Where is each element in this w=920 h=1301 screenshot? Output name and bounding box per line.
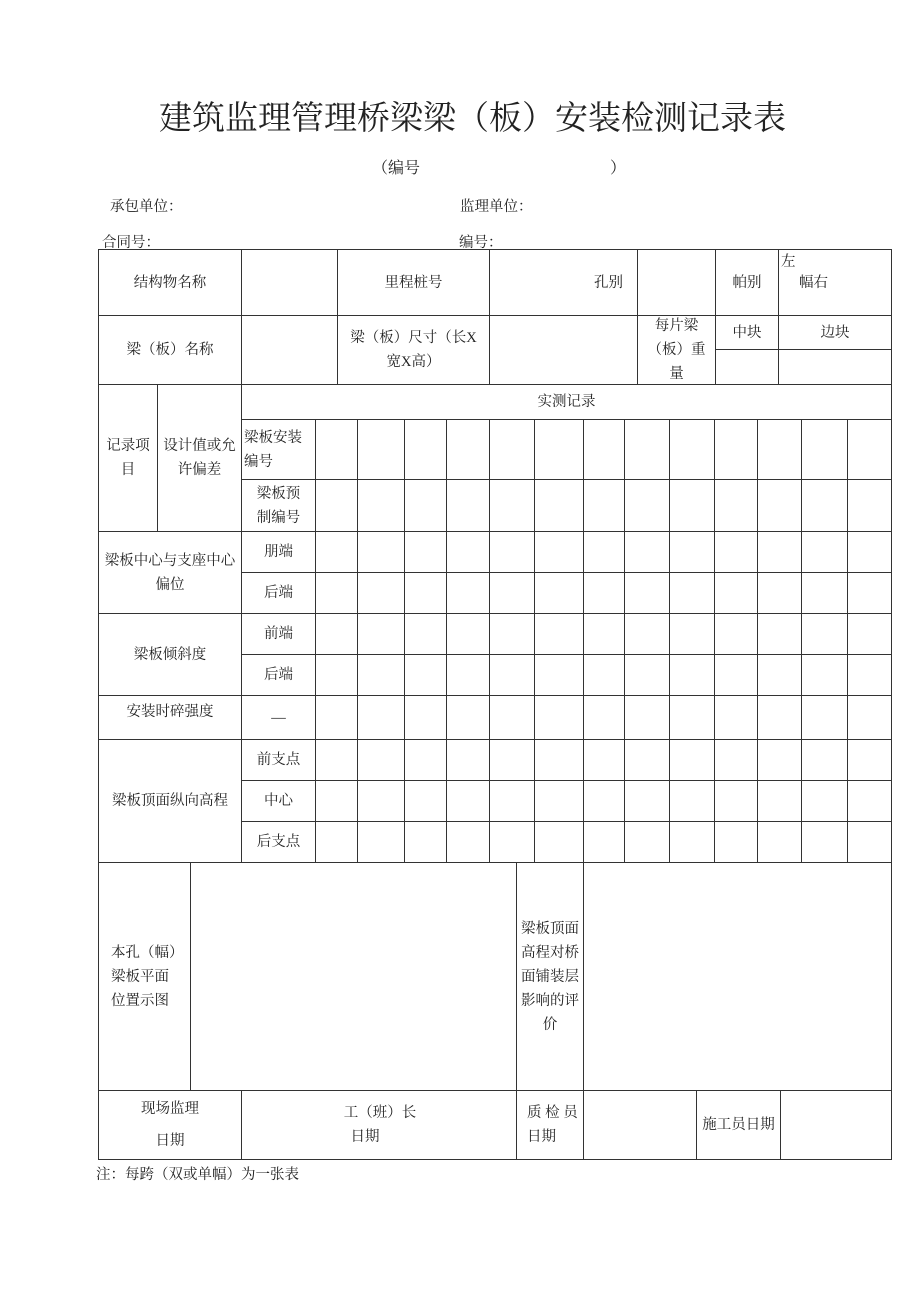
data-cell[interactable]	[669, 613, 715, 655]
contractor-label: 承包单位：	[110, 199, 183, 215]
data-cell[interactable]	[489, 531, 535, 573]
data-cell[interactable]	[583, 780, 625, 822]
plan-diagram-label-text: 本孔（幅）梁板平面位置示图	[111, 944, 177, 1009]
inspector-label	[516, 1090, 584, 1160]
rear-support-label-text: 后支点	[256, 834, 301, 850]
date-label: 日期	[350, 1129, 380, 1145]
data-cell[interactable]	[714, 821, 758, 863]
beam-name-value[interactable]	[241, 315, 338, 385]
page-title: 建筑监理管理桥梁梁（板）安装检测记录表	[159, 101, 786, 137]
data-cell[interactable]	[714, 780, 758, 822]
tilt-label-text: 梁板倾斜度	[133, 646, 207, 663]
data-cell[interactable]	[847, 695, 892, 740]
data-cell[interactable]	[583, 613, 625, 655]
data-cell[interactable]	[847, 780, 892, 822]
data-cell[interactable]	[404, 479, 447, 532]
data-cell[interactable]	[489, 821, 535, 863]
measured-record-label-text: 实测记录	[537, 394, 596, 410]
data-cell[interactable]	[357, 419, 405, 480]
data-cell[interactable]	[315, 572, 358, 614]
data-cell[interactable]	[669, 821, 715, 863]
evaluation-area[interactable]	[583, 862, 892, 1091]
data-cell[interactable]	[847, 613, 892, 655]
rear-end-label-text: 后端	[264, 667, 293, 683]
inspector-signature[interactable]	[583, 1090, 697, 1160]
data-cell[interactable]	[624, 572, 670, 614]
edge-block-value[interactable]	[778, 349, 892, 385]
data-cell[interactable]	[489, 419, 535, 480]
data-cell[interactable]	[624, 531, 670, 573]
data-cell[interactable]	[404, 780, 447, 822]
data-cell[interactable]	[534, 821, 584, 863]
strength-label-text: 安装时碎强度	[126, 704, 214, 720]
data-cell[interactable]	[801, 613, 848, 655]
data-cell[interactable]	[801, 654, 848, 696]
data-cell[interactable]	[446, 821, 490, 863]
edge-block-label-text: 边块	[820, 324, 850, 341]
data-cell[interactable]	[315, 613, 358, 655]
data-cell[interactable]	[315, 780, 358, 822]
data-cell[interactable]	[489, 780, 535, 822]
hole-label-text: 孔别	[594, 274, 623, 291]
front-end-label	[241, 613, 316, 655]
data-cell[interactable]	[583, 739, 625, 781]
data-cell[interactable]	[583, 654, 625, 696]
mileage-label	[337, 249, 490, 316]
site-supervisor-label	[98, 1090, 242, 1160]
data-cell[interactable]	[714, 479, 758, 532]
serial-close: ）	[610, 160, 627, 177]
data-cell[interactable]	[801, 479, 848, 532]
precast-no-label	[241, 479, 316, 532]
strength-label	[98, 695, 242, 740]
data-cell[interactable]	[757, 572, 802, 614]
data-cell[interactable]	[446, 572, 490, 614]
data-cell[interactable]	[446, 654, 490, 696]
data-cell[interactable]	[534, 654, 584, 696]
data-cell[interactable]	[534, 531, 584, 573]
design-value-label-text: 设计值或允许偏差	[163, 438, 236, 478]
data-cell[interactable]	[404, 572, 447, 614]
data-cell[interactable]	[357, 739, 405, 781]
data-cell[interactable]	[801, 739, 848, 781]
data-cell[interactable]	[357, 572, 405, 614]
data-cell[interactable]	[801, 572, 848, 614]
elevation-label-text: 梁板顶面纵向高程	[112, 793, 228, 809]
elevation-label	[98, 739, 242, 863]
data-cell[interactable]	[847, 419, 892, 480]
data-cell[interactable]	[446, 739, 490, 781]
number-label: 编号：	[459, 235, 503, 251]
data-cell[interactable]	[357, 531, 405, 573]
data-cell[interactable]	[357, 821, 405, 863]
data-cell[interactable]	[669, 531, 715, 573]
data-cell[interactable]	[801, 531, 848, 573]
data-cell[interactable]	[404, 613, 447, 655]
date-label: 日期	[527, 1129, 556, 1145]
inspector-label-text: 质 检 员	[527, 1105, 578, 1121]
data-cell[interactable]	[847, 654, 892, 696]
beam-name-label	[98, 315, 242, 385]
data-cell[interactable]	[714, 654, 758, 696]
data-cell[interactable]	[624, 695, 670, 740]
data-cell[interactable]	[534, 739, 584, 781]
date-label: 日期	[155, 1133, 185, 1149]
data-cell[interactable]	[624, 479, 670, 532]
data-cell[interactable]	[847, 531, 892, 573]
data-cell[interactable]	[357, 479, 405, 532]
data-cell[interactable]	[583, 572, 625, 614]
data-cell[interactable]	[669, 695, 715, 740]
install-no-label	[241, 419, 316, 480]
data-cell[interactable]	[757, 654, 802, 696]
data-cell[interactable]	[404, 419, 447, 480]
middle-block-label-text: 中块	[732, 324, 762, 341]
data-cell[interactable]	[357, 780, 405, 822]
data-cell[interactable]	[757, 821, 802, 863]
data-cell[interactable]	[489, 479, 535, 532]
data-cell[interactable]	[847, 572, 892, 614]
evaluation-label	[516, 862, 584, 1091]
front-support-label	[241, 739, 316, 781]
precast-no-label-text: 梁板预制编号	[256, 485, 301, 526]
left-label: 左	[781, 254, 796, 270]
data-cell[interactable]	[404, 739, 447, 781]
data-cell[interactable]	[669, 654, 715, 696]
data-cell[interactable]	[847, 821, 892, 863]
data-cell[interactable]	[315, 739, 358, 781]
plan-diagram-area[interactable]	[190, 862, 517, 1091]
foreman-label-text: 工（班）长	[343, 1105, 417, 1121]
data-cell[interactable]	[534, 572, 584, 614]
data-cell[interactable]	[534, 613, 584, 655]
center-offset-label	[98, 531, 242, 614]
record-item-label	[98, 384, 158, 532]
strength-dash-text: —	[271, 709, 286, 726]
constructor-date-label-text: 施工员日期	[702, 1117, 775, 1133]
data-cell[interactable]	[757, 479, 802, 532]
data-cell[interactable]	[446, 780, 490, 822]
data-cell[interactable]	[669, 572, 715, 614]
side-label-text: 幅右	[799, 274, 828, 291]
supervisor-label: 监理单位：	[460, 199, 533, 215]
center-label	[241, 780, 316, 822]
footnote: 注：每跨（双或单幅）为一张表	[96, 1167, 299, 1183]
data-cell[interactable]	[489, 572, 535, 614]
tilt-label	[98, 613, 242, 696]
data-cell[interactable]	[583, 419, 625, 480]
structure-name-value[interactable]	[241, 249, 338, 316]
data-cell[interactable]	[669, 419, 715, 480]
data-cell[interactable]	[489, 739, 535, 781]
data-cell[interactable]	[847, 479, 892, 532]
serial-label: （编号	[372, 160, 421, 177]
data-cell[interactable]	[583, 695, 625, 740]
data-cell[interactable]	[315, 821, 358, 863]
data-cell[interactable]	[714, 572, 758, 614]
data-cell[interactable]	[315, 654, 358, 696]
data-cell[interactable]	[624, 821, 670, 863]
rear-support-label	[241, 821, 316, 863]
data-cell[interactable]	[714, 613, 758, 655]
data-cell[interactable]	[714, 695, 758, 740]
site-supervisor-label-text: 现场监理	[141, 1101, 199, 1117]
rear-end-label	[241, 572, 316, 614]
plan-diagram-label	[98, 862, 191, 1091]
evaluation-label-text: 梁板顶面高程对桥面铺装层影响的评价	[521, 920, 579, 1033]
data-cell[interactable]	[315, 695, 358, 740]
data-cell[interactable]	[404, 654, 447, 696]
middle-block-value[interactable]	[715, 349, 779, 385]
data-cell[interactable]	[801, 419, 848, 480]
data-cell[interactable]	[446, 613, 490, 655]
beam-size-label	[337, 315, 490, 385]
data-cell[interactable]	[801, 780, 848, 822]
data-cell[interactable]	[801, 821, 848, 863]
data-cell[interactable]	[404, 695, 447, 740]
data-cell[interactable]	[583, 531, 625, 573]
center-label-text: 中心	[264, 793, 293, 809]
data-cell[interactable]	[624, 613, 670, 655]
beam-size-label-text: 梁（板）尺寸（长X宽X高）	[350, 330, 477, 370]
design-value-label	[157, 384, 242, 532]
data-cell[interactable]	[757, 531, 802, 573]
record-item-label-text: 记录项目	[106, 438, 150, 478]
rear-end-label	[241, 654, 316, 696]
middle-block-label	[715, 315, 779, 350]
data-cell[interactable]	[315, 479, 358, 532]
data-cell[interactable]	[801, 695, 848, 740]
data-cell[interactable]	[446, 695, 490, 740]
data-cell[interactable]	[669, 479, 715, 532]
side-label	[778, 249, 892, 316]
data-cell[interactable]	[357, 695, 405, 740]
data-cell[interactable]	[534, 695, 584, 740]
data-cell[interactable]	[404, 821, 447, 863]
data-cell[interactable]	[583, 479, 625, 532]
data-cell[interactable]	[757, 739, 802, 781]
structure-name-label-text: 结构物名称	[133, 274, 207, 291]
front-end-label	[241, 531, 316, 573]
beam-size-value[interactable]	[489, 315, 638, 385]
contract-no-label: 合同号：	[102, 235, 160, 251]
data-cell[interactable]	[315, 419, 358, 480]
install-no-label-text: 梁板安装编号	[244, 429, 302, 470]
data-cell[interactable]	[624, 419, 670, 480]
constructor-date-label	[696, 1090, 781, 1160]
foreman-label	[241, 1090, 517, 1160]
beam-weight-label	[637, 315, 716, 385]
data-cell[interactable]	[489, 654, 535, 696]
data-cell[interactable]	[624, 654, 670, 696]
data-cell[interactable]	[714, 531, 758, 573]
center-offset-label-text: 梁板中心与支座中心偏位	[104, 552, 236, 593]
data-cell[interactable]	[489, 613, 535, 655]
data-cell[interactable]	[357, 654, 405, 696]
front-end-label-text: 朋端	[264, 544, 293, 560]
data-cell[interactable]	[534, 419, 584, 480]
measured-record-label	[241, 384, 892, 420]
data-cell[interactable]	[446, 531, 490, 573]
data-cell[interactable]	[757, 419, 802, 480]
data-cell[interactable]	[624, 739, 670, 781]
width-label	[715, 249, 779, 316]
edge-block-label	[778, 315, 892, 350]
structure-name-label	[98, 249, 242, 316]
width-label-text: 帕别	[732, 274, 762, 291]
mileage-label-text: 里程桩号	[384, 274, 443, 291]
data-cell[interactable]	[669, 780, 715, 822]
constructor-signature[interactable]	[780, 1090, 892, 1160]
data-cell[interactable]	[847, 739, 892, 781]
hole-value[interactable]	[637, 249, 716, 316]
data-cell[interactable]	[315, 531, 358, 573]
data-cell[interactable]	[357, 613, 405, 655]
data-cell[interactable]	[446, 419, 490, 480]
data-cell[interactable]	[624, 780, 670, 822]
data-cell[interactable]	[757, 780, 802, 822]
beam-weight-label-text: 每片梁（板）重量	[647, 318, 706, 382]
data-cell[interactable]	[669, 739, 715, 781]
strength-dash	[241, 695, 316, 740]
data-cell[interactable]	[757, 695, 802, 740]
data-cell[interactable]	[446, 479, 490, 532]
data-cell[interactable]	[404, 531, 447, 573]
data-cell[interactable]	[714, 739, 758, 781]
front-end-label-text: 前端	[264, 626, 293, 642]
rear-end-label-text: 后端	[264, 585, 293, 601]
data-cell[interactable]	[583, 821, 625, 863]
data-cell[interactable]	[757, 613, 802, 655]
front-support-label-text: 前支点	[256, 752, 301, 768]
beam-name-label-text: 梁（板）名称	[126, 342, 214, 358]
data-cell[interactable]	[714, 419, 758, 480]
data-cell[interactable]	[534, 780, 584, 822]
data-cell[interactable]	[534, 479, 584, 532]
hole-label	[489, 249, 638, 316]
data-cell[interactable]	[489, 695, 535, 740]
